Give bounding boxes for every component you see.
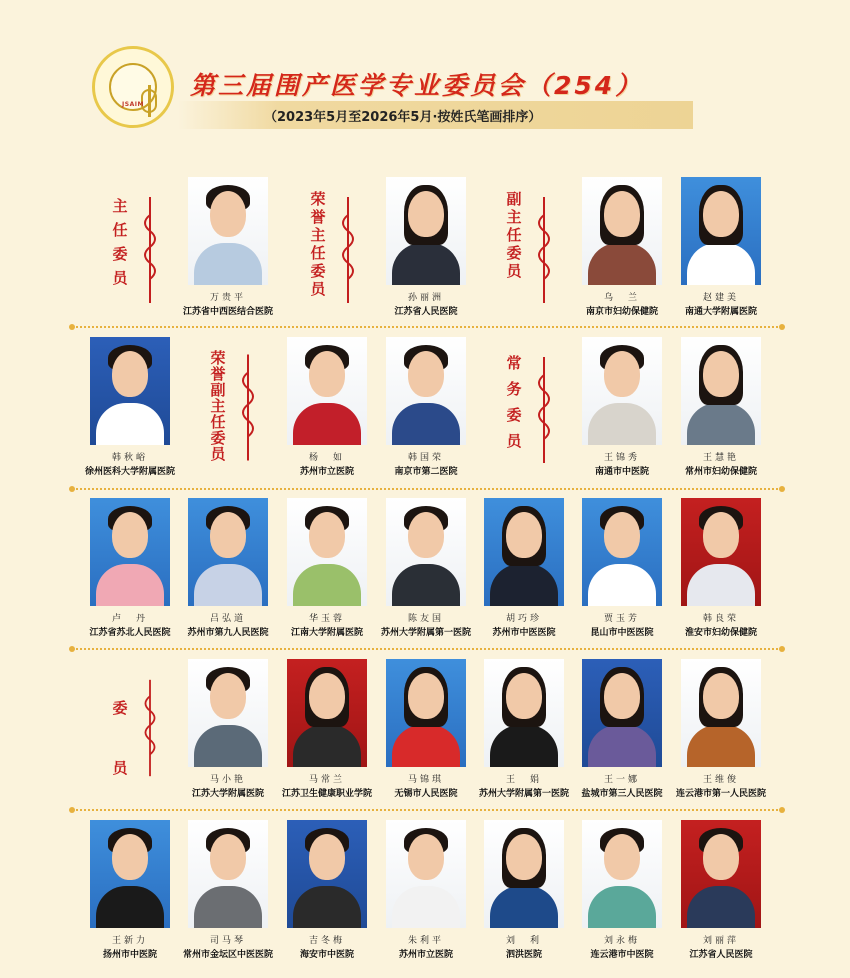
member-photo: [287, 659, 367, 767]
member-card: [582, 659, 662, 799]
member-name: 马小艳: [209, 775, 246, 785]
member-photo: [188, 820, 268, 928]
member-photo: [484, 659, 564, 767]
member-photo: [287, 820, 367, 928]
member-org: 苏州大学附属第一医院: [380, 628, 471, 638]
role-label-vice-chair: 副主任委员: [502, 190, 562, 310]
member-name: 王锦秀: [603, 453, 640, 463]
member-photo: [681, 177, 761, 285]
member-card: [484, 498, 564, 638]
member-photo: [188, 177, 268, 285]
member-card: [182, 177, 273, 317]
member-name: 陈友国: [407, 614, 444, 624]
member-name: 司马琴: [209, 936, 246, 946]
member-photo: [188, 498, 268, 606]
role-label-chair: 主任委员: [108, 190, 168, 310]
member-photo: [188, 659, 268, 767]
member-photo: [681, 498, 761, 606]
member-name: 王慧艳: [702, 453, 739, 463]
member-org: 无锡市人民医院: [394, 789, 458, 799]
member-name: 赵建美: [702, 293, 739, 303]
member-name: 贾玉芳: [603, 614, 640, 624]
member-org: 苏州市立医院: [299, 467, 354, 477]
member-org: 扬州市中医院: [102, 950, 157, 960]
member-photo: [681, 337, 761, 445]
member-org: 江苏大学附属医院: [191, 789, 264, 799]
member-card: [287, 820, 367, 960]
member-card: [188, 659, 268, 799]
member-card: [188, 498, 268, 638]
member-card: [182, 820, 273, 960]
member-name: 刘丽萍: [702, 936, 739, 946]
ornament-icon: [336, 190, 360, 310]
member-card: [582, 820, 662, 960]
member-name: 王一娜: [603, 775, 640, 785]
row-divider: [72, 648, 782, 650]
member-org: 南通市中医院: [594, 467, 649, 477]
member-name: 刘 利: [505, 936, 542, 946]
member-name: 王新力: [111, 936, 148, 946]
member-photo: [582, 337, 662, 445]
member-org: 常州市妇幼保健院: [684, 467, 757, 477]
member-card: [681, 498, 761, 638]
member-card: [386, 820, 466, 960]
member-card: [675, 659, 766, 799]
member-name: 韩国荣: [407, 453, 444, 463]
member-org: 海安市中医院: [299, 950, 354, 960]
member-card: [287, 498, 367, 638]
member-card: [380, 498, 471, 638]
member-org: 苏州大学附属第一医院: [478, 789, 569, 799]
ornament-icon: [236, 350, 260, 465]
member-name: 韩良荣: [702, 614, 739, 624]
member-org: 南京市第二医院: [394, 467, 458, 477]
member-org: 苏州市立医院: [398, 950, 453, 960]
member-photo: [386, 177, 466, 285]
row-divider: [72, 809, 782, 811]
role-label-member: 委员: [108, 678, 168, 778]
role-label-standing: 常务委员: [502, 350, 562, 470]
member-card: [582, 177, 662, 317]
member-org: 江苏省人民医院: [689, 950, 753, 960]
ornament-icon: [532, 350, 556, 470]
member-name: 韩秋峪: [111, 453, 148, 463]
member-photo: [386, 659, 466, 767]
member-org: 泗洪医院: [505, 950, 542, 960]
member-name: 马锦琪: [407, 775, 444, 785]
page-title: 第三届围产医学专业委员会（254）: [190, 71, 644, 100]
role-label-hon-chair: 荣誉主任委员: [306, 190, 366, 310]
member-card: [681, 337, 761, 477]
member-card: [287, 337, 367, 477]
member-card: [90, 820, 170, 960]
member-photo: [90, 498, 170, 606]
member-org: 常州市金坛区中医医院: [182, 950, 273, 960]
member-org: 南京市妇幼保健院: [585, 307, 658, 317]
member-name: 王 娟: [505, 775, 542, 785]
member-photo: [681, 659, 761, 767]
member-photo: [582, 498, 662, 606]
member-card: [90, 498, 170, 638]
page-header: [0, 0, 850, 150]
member-photo: [484, 820, 564, 928]
member-photo: [90, 337, 170, 445]
role-label-hon-vice-chair: 荣誉副主任委员: [206, 350, 266, 465]
member-name: 卢 丹: [111, 614, 148, 624]
ornament-icon: [138, 678, 162, 778]
member-photo: [582, 659, 662, 767]
member-org: 徐州医科大学附属医院: [84, 467, 175, 477]
member-card: [478, 659, 569, 799]
member-org: 连云港市第一人民医院: [675, 789, 766, 799]
member-org: 江苏省中西医结合医院: [182, 307, 273, 317]
logo-abbr: JSAIM: [122, 101, 144, 108]
member-org: 江苏省人民医院: [394, 307, 458, 317]
member-photo: [681, 820, 761, 928]
member-photo: [386, 337, 466, 445]
row-divider: [72, 488, 782, 490]
ornament-icon: [532, 190, 556, 310]
member-org: 江苏卫生健康职业学院: [281, 789, 372, 799]
member-card: [681, 177, 761, 317]
member-name: 吉冬梅: [308, 936, 345, 946]
member-card: [84, 337, 175, 477]
member-photo: [582, 177, 662, 285]
member-org: 苏州市中医医院: [492, 628, 556, 638]
member-org: 江苏省苏北人民医院: [89, 628, 171, 638]
member-name: 孙丽洲: [407, 293, 444, 303]
society-logo: [92, 46, 174, 128]
member-org: 昆山市中医医院: [590, 628, 654, 638]
member-org: 江南大学附属医院: [290, 628, 363, 638]
member-card: [582, 498, 662, 638]
member-card: [386, 337, 466, 477]
row-divider: [72, 326, 782, 328]
member-card: [386, 177, 466, 317]
member-name: 吕弘道: [209, 614, 246, 624]
member-card: [484, 820, 564, 960]
member-photo: [386, 498, 466, 606]
member-card: [281, 659, 372, 799]
member-org: 连云港市中医院: [590, 950, 654, 960]
member-name: 杨 如: [308, 453, 345, 463]
member-name: 乌 兰: [603, 293, 640, 303]
member-photo: [582, 820, 662, 928]
member-photo: [386, 820, 466, 928]
member-name: 朱利平: [407, 936, 444, 946]
member-name: 华玉蓉: [308, 614, 345, 624]
member-photo: [287, 498, 367, 606]
member-card: [681, 820, 761, 960]
page-subtitle: （2023年5月至2026年5月·按姓氏笔画排序）: [264, 110, 542, 125]
member-org: 淮安市妇幼保健院: [684, 628, 757, 638]
member-card: [386, 659, 466, 799]
member-name: 马常兰: [308, 775, 345, 785]
member-name: 万贵平: [209, 293, 246, 303]
member-card: [582, 337, 662, 477]
member-name: 胡巧珍: [505, 614, 542, 624]
member-org: 苏州市第九人民医院: [187, 628, 269, 638]
member-photo: [484, 498, 564, 606]
member-name: 王维俊: [702, 775, 739, 785]
ornament-icon: [138, 190, 162, 310]
member-photo: [287, 337, 367, 445]
member-photo: [90, 820, 170, 928]
member-org: 南通大学附属医院: [684, 307, 757, 317]
member-name: 刘永梅: [603, 936, 640, 946]
member-org: 盐城市第三人民医院: [581, 789, 663, 799]
